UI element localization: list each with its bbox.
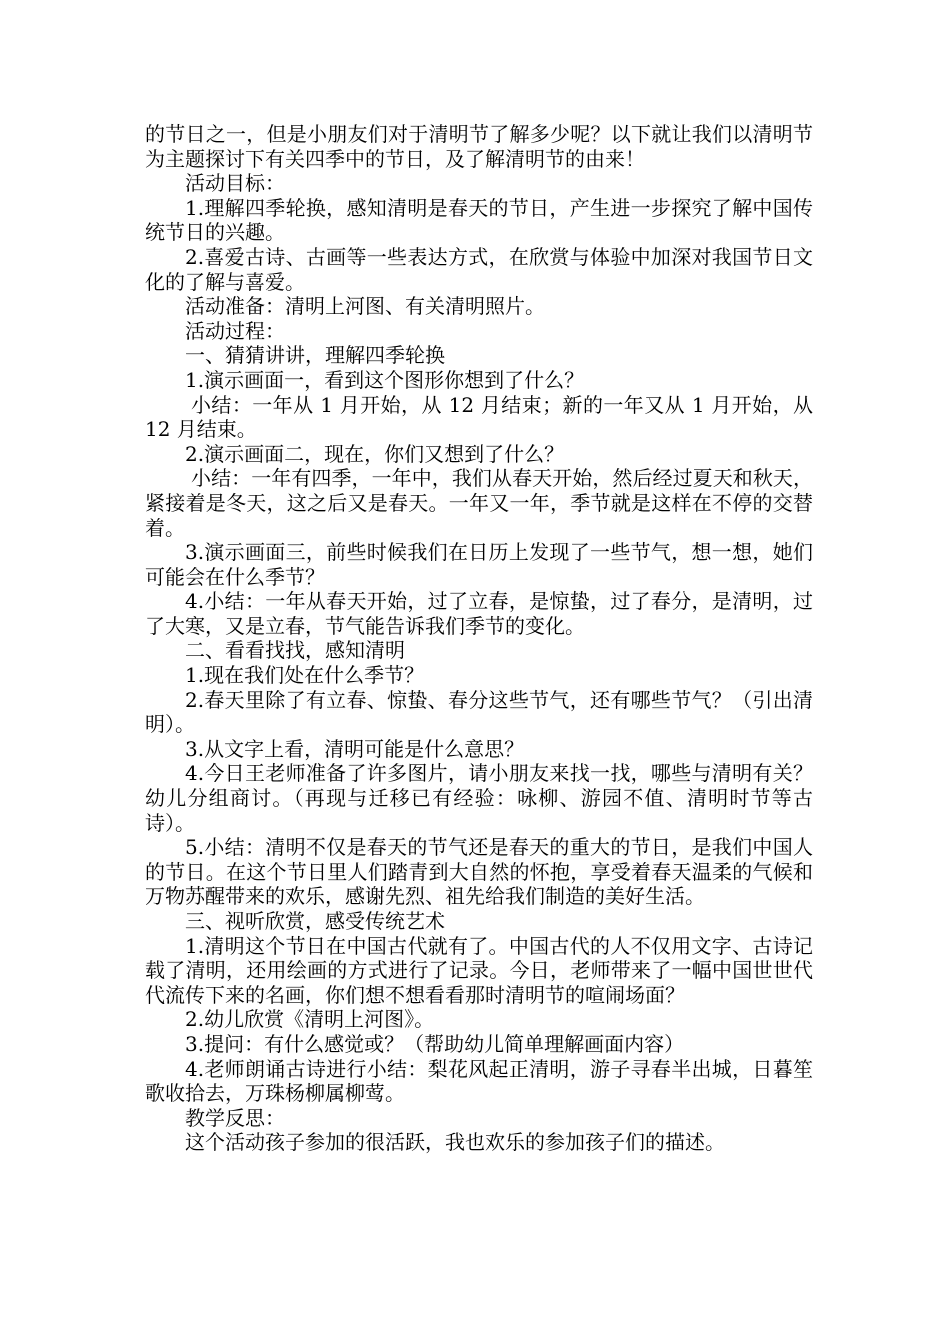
heading-teaching-reflection: 教学反思： <box>185 1105 285 1130</box>
goal-item-2: 2.喜爱古诗、古画等一些表达方式，在欣赏与体验中加深对我国节日文化的了解与喜爱。 <box>145 244 813 294</box>
step-2-5: 5.小结：清明不仅是春天的节气还是春天的重大的节日，是我们中国人的节日。在这个节日里人们踏青到大自然的怀抱，享受着春天温柔的气候和万物苏醒带来的欢乐，感谢先烈、祖先给我们制造的美好生活。 <box>145 835 813 909</box>
step-3-2: 2.幼儿欣赏《清明上河图》。 <box>185 1007 435 1032</box>
teaching-reflection-text: 这个活动孩子参加的很活跃，我也欢乐的参加孩子们的描述。 <box>185 1130 725 1155</box>
summary-1-1: 小结：一年从 1 月开始，从 12 月结束；新的一年又从 1 月开始，从 12 月结束。 <box>145 392 813 442</box>
heading-activity-process: 活动过程： <box>185 318 285 343</box>
step-3-1: 1.清明这个节日在中国古代就有了。中国古代的人不仅用文字、古诗记载了清明，还用绘画的方式进行了记录。今日，老师带来了一幅中国世世代代流传下来的名画，你们想不想看看那时清明节的喧闹场面？ <box>145 933 813 1007</box>
section-heading-2: 二、看看找找，感知清明 <box>185 638 405 663</box>
paragraph-intro: 的节日之一，但是小朋友们对于清明节了解多少呢？以下就让我们以清明节为主题探讨下有关四季中的节日，及了解清明节的由来！ <box>145 122 813 171</box>
step-1-1: 1.演示画面一，看到这个图形你想到了什么？ <box>185 367 585 392</box>
step-3-4: 4.老师朗诵古诗进行小结：梨花风起正清明，游子寻春半出城，日暮笙歌收拾去，万珠杨柳属柳莺。 <box>145 1056 813 1106</box>
summary-1-2: 小结：一年有四季，一年中，我们从春天开始，然后经过夏天和秋天，紧接着是冬天，这之后又是春天。一年又一年，季节就是这样在不停的交替着。 <box>145 466 813 540</box>
section-heading-3: 三、视听欣赏，感受传统艺术 <box>185 909 445 933</box>
step-3-3: 3.提问：有什么感觉或？（帮助幼儿简单理解画面内容） <box>185 1031 685 1056</box>
step-2-3: 3.从文字上看，清明可能是什么意思？ <box>185 736 525 761</box>
step-1-3: 3.演示画面三，前些时候我们在日历上发现了一些节气，想一想，她们可能会在什么季节？ <box>145 540 813 589</box>
activity-preparation: 活动准备：清明上河图、有关清明照片。 <box>185 294 545 319</box>
step-2-4: 4.今日王老师准备了许多图片，请小朋友来找一找，哪些与清明有关？幼儿分组商讨。（再现与迁移已有经验：咏柳、游园不值、清明时节等古诗）。 <box>145 761 813 835</box>
goal-item-1: 1.理解四季轮换，感知清明是春天的节日，产生进一步探究了解中国传统节日的兴趣。 <box>145 195 813 245</box>
step-2-1: 1.现在我们处在什么季节？ <box>185 663 425 688</box>
step-1-2: 2.演示画面二，现在，你们又想到了什么？ <box>185 441 565 466</box>
document-page <box>145 122 813 1155</box>
step-1-4: 4.小结：一年从春天开始，过了立春，是惊蛰，过了春分，是清明，过了大寒，又是立春，节气能告诉我们季节的变化。 <box>145 589 813 638</box>
section-heading-1: 一、猜猜讲讲，理解四季轮换 <box>185 343 445 368</box>
step-2-2: 2.春天里除了有立春、惊蛰、春分这些节气，还有哪些节气？（引出清明）。 <box>145 687 813 737</box>
heading-activity-goals: 活动目标： <box>185 171 285 196</box>
